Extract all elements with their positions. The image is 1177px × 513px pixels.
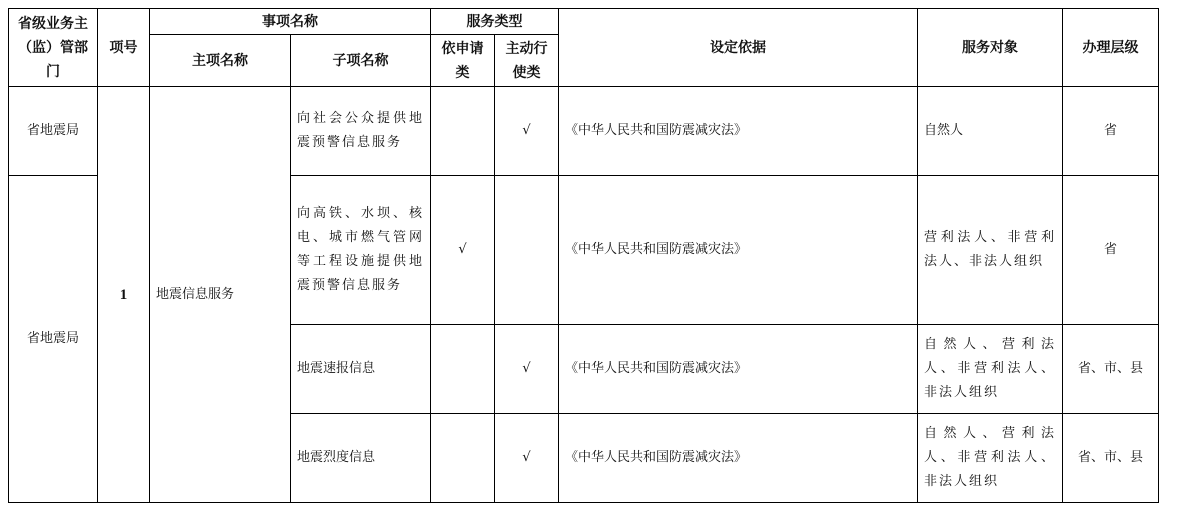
header-matter-name: 事项名称 bbox=[150, 9, 431, 35]
header-basis: 设定依据 bbox=[559, 9, 918, 87]
basis-cell: 《中华人民共和国防震减灾法》 bbox=[559, 325, 918, 414]
level-cell: 省、市、县 bbox=[1063, 414, 1159, 503]
table-row bbox=[9, 87, 1159, 176]
basis-cell: 《中华人民共和国防震减灾法》 bbox=[559, 87, 918, 176]
basis-cell: 《中华人民共和国防震减灾法》 bbox=[559, 414, 918, 503]
header-row-1 bbox=[9, 9, 1159, 35]
service-target-cell: 营利法人、非营利法人、非法人组织 bbox=[918, 176, 1063, 325]
header-dept: 省级业务主（监）管部门 bbox=[9, 9, 98, 87]
active-cell: √ bbox=[495, 87, 559, 176]
service-target-cell: 自然人、营利法人、非营利法人、非法人组织 bbox=[918, 325, 1063, 414]
header-sub-item: 子项名称 bbox=[291, 35, 431, 87]
sub-item-cell: 向社会公众提供地震预警信息服务 bbox=[291, 87, 431, 176]
main-item-cell: 地震信息服务 bbox=[150, 87, 291, 503]
service-target-cell: 自然人 bbox=[918, 87, 1063, 176]
sub-item-cell: 地震速报信息 bbox=[291, 325, 431, 414]
header-level: 办理层级 bbox=[1063, 9, 1159, 87]
service-items-table bbox=[8, 8, 1159, 503]
basis-cell: 《中华人民共和国防震减灾法》 bbox=[559, 176, 918, 325]
level-cell: 省 bbox=[1063, 87, 1159, 176]
header-main-item: 主项名称 bbox=[150, 35, 291, 87]
dept-cell: 省地震局 bbox=[9, 176, 98, 503]
header-item-no: 项号 bbox=[98, 9, 150, 87]
on-application-cell: √ bbox=[431, 176, 495, 325]
header-service-target: 服务对象 bbox=[918, 9, 1063, 87]
active-cell bbox=[495, 176, 559, 325]
header-active: 主动行使类 bbox=[495, 35, 559, 87]
item-no-cell: 1 bbox=[98, 87, 150, 503]
active-cell: √ bbox=[495, 325, 559, 414]
on-application-cell bbox=[431, 414, 495, 503]
active-cell: √ bbox=[495, 414, 559, 503]
header-service-type: 服务类型 bbox=[431, 9, 559, 35]
sub-item-cell: 地震烈度信息 bbox=[291, 414, 431, 503]
dept-cell: 省地震局 bbox=[9, 87, 98, 176]
on-application-cell bbox=[431, 87, 495, 176]
service-target-cell: 自然人、营利法人、非营利法人、非法人组织 bbox=[918, 414, 1063, 503]
on-application-cell bbox=[431, 325, 495, 414]
level-cell: 省、市、县 bbox=[1063, 325, 1159, 414]
header-on-application: 依申请类 bbox=[431, 35, 495, 87]
level-cell: 省 bbox=[1063, 176, 1159, 325]
sub-item-cell: 向高铁、水坝、核电、城市燃气管网等工程设施提供地震预警信息服务 bbox=[291, 176, 431, 325]
